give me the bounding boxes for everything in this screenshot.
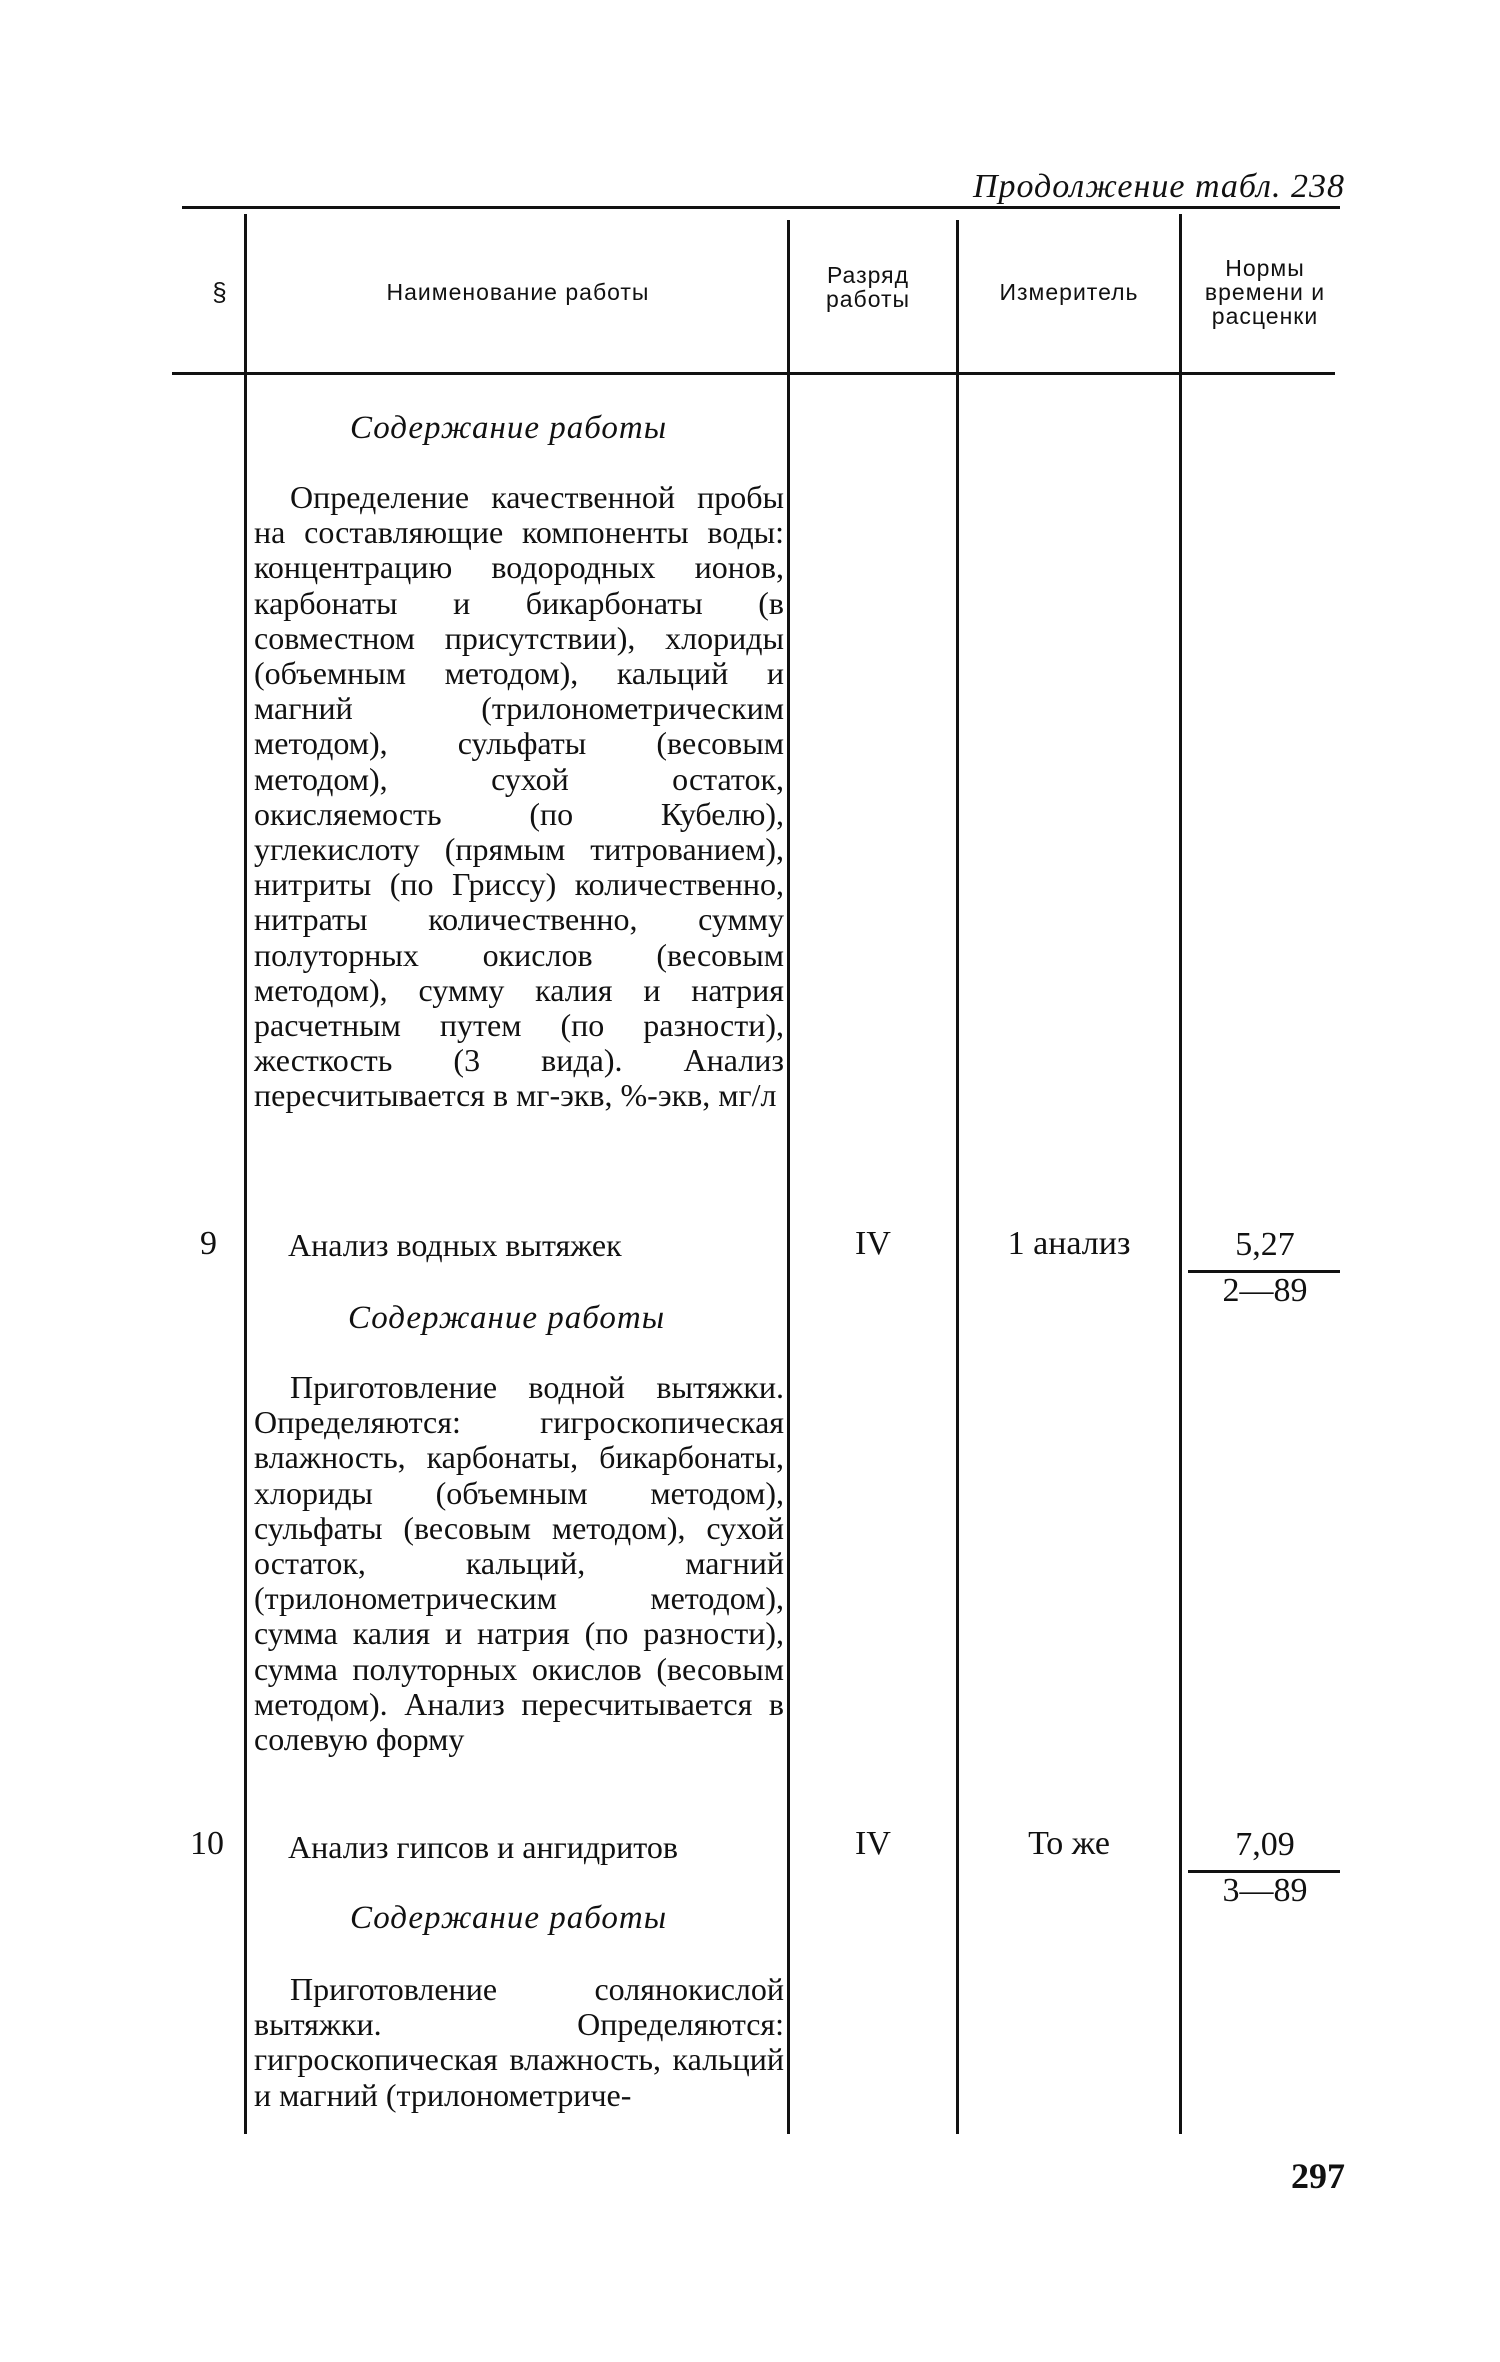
row-9-norm-time: 5,27 <box>1235 1226 1295 1263</box>
row-10-title: Анализ гипсов и ангидритов <box>288 1829 678 1865</box>
block1-description: Определение качественной пробы на составляющие компоненты воды: концентрацию водородных ионов, карбонаты и бикарбонаты (в совместном присутствии), хлориды (объемным методом), кальций и магний (трилонометрическим методом), сульфаты (весовым методом), сухой остаток, окисляемость (по Кубелю), углекислоту (прямым титрованием), нитриты (по Гриссу) количественно, нитраты количественно, сумму полуторных окислов (весовым методом), сумму калия и натрия расчетным путем (по разности), жесткость (3 вида). Анализ пересчитывается в мг-экв, %-экв, мг/л <box>254 479 784 1114</box>
row-10-norm-time: 7,09 <box>1235 1826 1295 1863</box>
header-work-name: Наименование работы <box>386 279 650 305</box>
row-9-norm-rate: 2—89 <box>1222 1272 1308 1309</box>
row-10-unit: То же <box>1028 1825 1110 1862</box>
page-number: 297 <box>1291 2156 1345 2196</box>
header-grade: Разряд работы <box>825 262 911 312</box>
header-norms: Нормы времени и расценки <box>1204 255 1326 329</box>
row-9-grade: IV <box>855 1225 891 1262</box>
header-section: § <box>212 277 228 307</box>
table-continuation-caption: Продолжение табл. 238 <box>972 168 1345 205</box>
row-9-unit: 1 анализ <box>1007 1225 1131 1262</box>
row-9-subtitle: Содержание работы <box>348 1300 666 1336</box>
column-divider-4 <box>1179 214 1182 2134</box>
row-9-description: Приготовление водной вытяжки. Определяются: гигроскопическая влажность, карбонаты, бикарбонаты, хлориды (объемным методом), сульфаты (весовым методом), сухой остаток, кальций, магний (трилонометрическим методом), сумма калия и натрия (по разности), сумма полуторных окислов (весовым методом). Анализ пересчитывается в солевую форму <box>254 1369 784 1758</box>
column-divider-1 <box>244 214 247 2134</box>
block1-subtitle: Содержание работы <box>350 410 668 446</box>
row-10-section-number: 10 <box>190 1825 224 1862</box>
row-9-section-number: 9 <box>200 1225 217 1262</box>
column-divider-2 <box>787 220 790 2134</box>
row-10-grade: IV <box>855 1825 891 1862</box>
table-top-rule <box>182 206 1340 209</box>
row-9-title: Анализ водных вытяжек <box>288 1227 622 1263</box>
row-10-description: Приготовление солянокислой вытяжки. Определяются: гигроскопическая влажность, кальций и магний (трилонометриче- <box>254 1971 784 2113</box>
row-10-subtitle: Содержание работы <box>350 1900 668 1936</box>
header-unit: Измеритель <box>999 279 1139 305</box>
row-10-norm-rate: 3—89 <box>1222 1872 1308 1909</box>
column-divider-3 <box>956 220 959 2134</box>
header-bottom-rule <box>172 372 1335 375</box>
